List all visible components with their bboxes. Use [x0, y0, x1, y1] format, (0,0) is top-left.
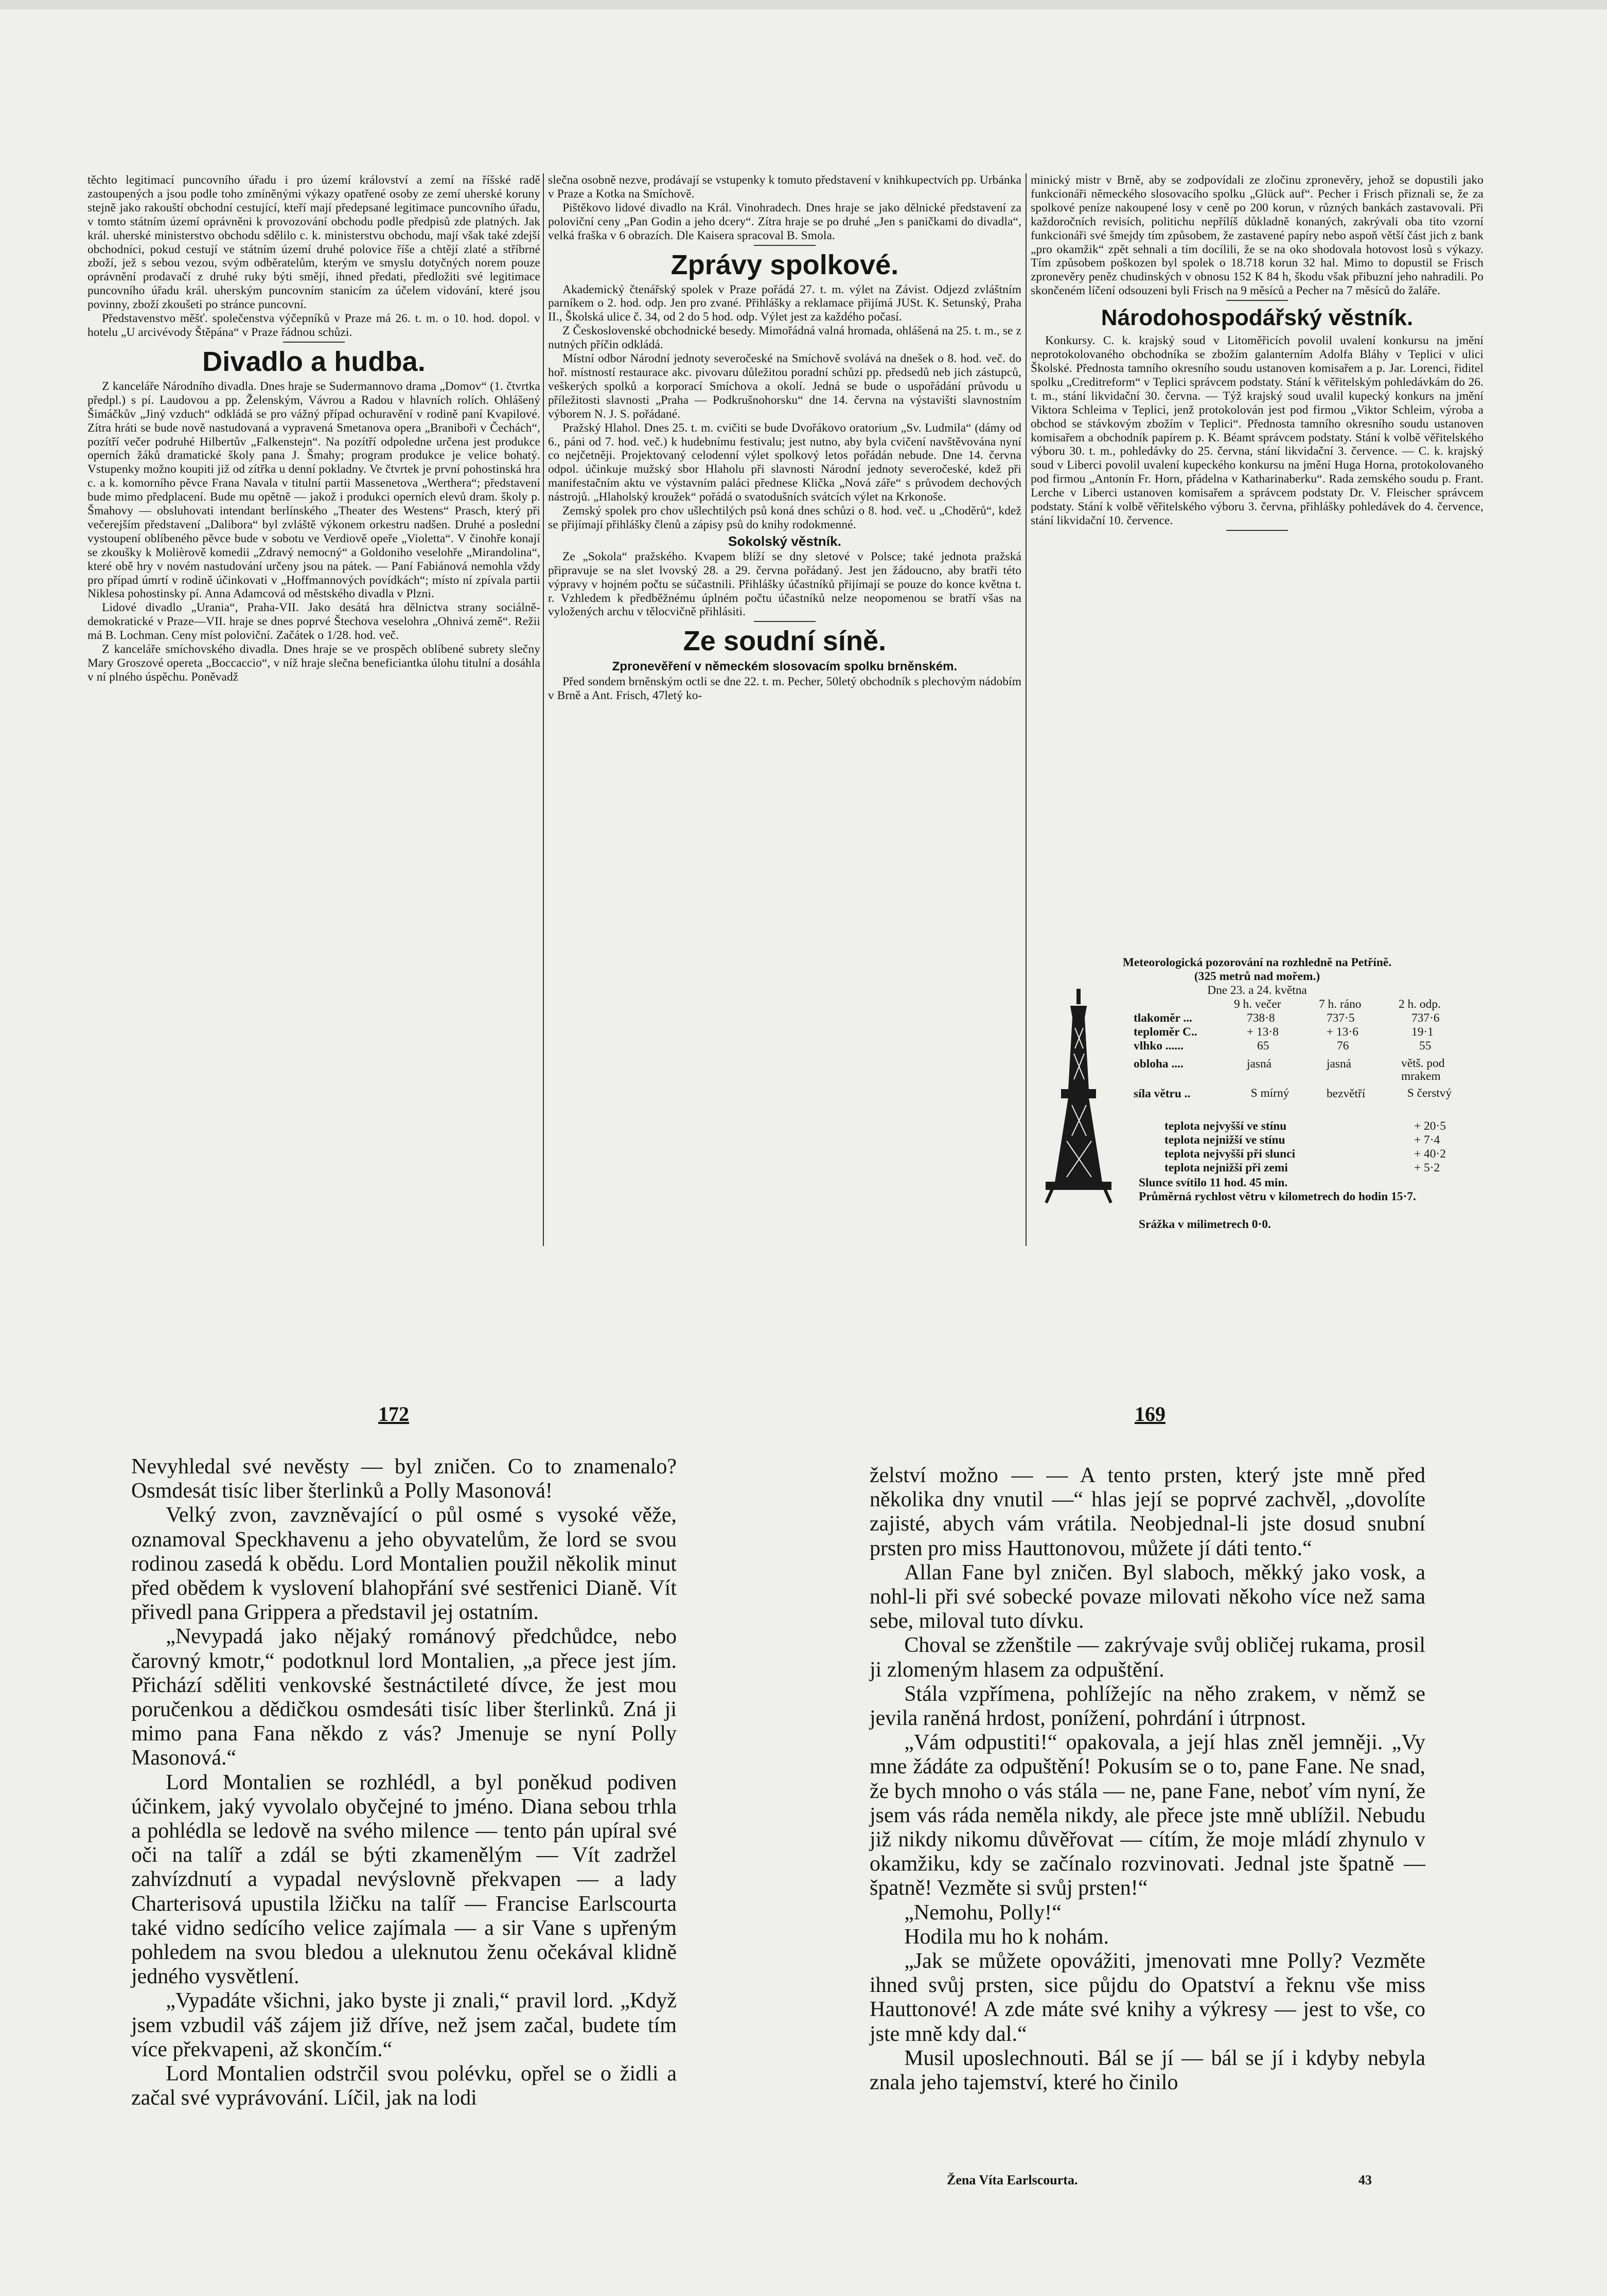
news-column-left — [87, 173, 540, 684]
meteo-head-1: 9 h. večer — [1234, 998, 1281, 1011]
story-paragraph: Lord Montalien se rozhlédl, a byl poněkud podiven účinkem, jaký vyvolalo obyčejné to jméno. Diana sebou trhla a pohlédla se ledově na svého milence — tento pán upíral své oči na talíř a zdál se býti zkamenělým — Vít zadržel zahvízdnutí a vypadal nevýslovně překvapen — a lady Charterisová upustila lžičku na talíř — Francise Earlscourta také vidno sedícího velice zajímala — a sir Vane s upřeným pohledem na svou bledou a uleknutou ženu očekával klidně jedného vysvětlení. — [131, 1770, 677, 1989]
article-konkursy: Konkursy. C. k. krajský soud v Litoměřicích povolil uvalení konkursu na jmění neprotokolovaného obchodníka se zbožím galanterním Adolfa Bláhy v Teplici v ulici Školské. Přednosta tamního okresního soudu ustanoven komisařem a p. Jar. Lorenci, řiditel spolku „Creditreform“ v Teplici správcem podstaty. Stání k věřitelským pohledávkám do 26. t. m., stání likvidační 30. června. — Týž krajský soud uvalil kupecký konkurs na jmění Viktora Schleima v Teplici, jenž protokolován jest pod firmou „Viktor Schleim, výroba a obchod se stávkovým zbožím v Teplici“. Přednosta tamního okresního soudu ustanoven komisařem a obchodník papírem p. K. Béamt správcem podstaty. Stání k volbě věřitelského výboru 30. t. m., pohledávky do 25. června, stání likvidační 3. července. — C. k. krajský soud v Liberci povolil uvalení kupeckého konkursu na jmění Huga Horna, protokolovaného pod firmou „Antonín Fr. Horn, přádelna v Katharinaberku“. Rada zemského soudu p. Frant. Lerche v Liberci ustanoven komisařem a správcem podstaty Dr. V. Fleischer správcem podstaty. Stání k volbě věřitelského výboru 3. června, přihlášky pohledávek do 4. července, stání likvidační 10. července. — [1031, 334, 1484, 527]
meteo-label: teplota nejvyšší ve stínu — [1164, 1119, 1287, 1133]
meteo-value: 738·8 — [1247, 1011, 1275, 1025]
article-punc: těchto legitimací puncovního úřadu i pro území království a zemí na říšské radě zastoupených a jsou podle toho zmíněnými výkazy opatřené osoby ze zemí uherské koruny stejně jako rakouští obchodní cestující, kteří mají předepsané legitimace puncovního úřadu, v tomto státním území oprávněni k provozování obchodu podle předpisů zde platných. Jak král. uherské ministerstvo obchodu sdělilo c. k. ministerstvu obchodu, mají však také zdejší obchodníci, pokud cestují ve státním území druhé polovice říše a chtějí zlaté a stříbrné zboží, jež s sebou vezou, svým odběratelům, kterým ve smyslu dotyčných norem pouze oprávnění prodavačí z druhé ruky býti smějí, ihned předati, předložiti své legitimace puncovního úřadu král. uherským puncovním stanicím za účelem vidování, které jsou povinny, zboží zkoušeti po stránce puncovní. — [87, 173, 540, 312]
article-urania: Lidové divadlo „Urania“, Praha-VII. Jako desátá hra dělnictva strany sociálně-demokratické v Praze—VII. hraje se dnes poprvé Štechova veselohra „Ohnivá země“. Režii má B. Lochman. Ceny míst poloviční. Začátek o 1/28. hod. več. — [87, 601, 540, 643]
meteo-label: teplota nejvyšší při slunci — [1164, 1147, 1296, 1161]
divider — [754, 621, 816, 622]
meteo-label: teploměr C.. — [1134, 1025, 1197, 1039]
meteo-block — [1031, 956, 1484, 1244]
story-paragraph: Nevyhledal své nevěsty — byl zničen. Co to znamenalo? Osmdesát tisíc liber šterlinků a Polly Masonová! — [131, 1455, 677, 1503]
meteo-row — [1031, 1011, 1478, 1025]
meteo-value: + 5·2 — [1414, 1161, 1440, 1174]
article-hlahol: Pražský Hlahol. Dnes 25. t. m. cvičiti se bude Dvořákovo oratorium „Sv. Ludmila“ (dámy od 6., páni od 7. hod. več.) k hudebnímu festivalu; jest nutno, aby byla cvičení navštěvována nyní co nejčetněji. Projektovaný celodenní výlet spolkový letos pořádán nebude. Dne 14. června odpol. účinkuje mužský sbor Hlaholu při slavnosti Národní jednoty severočeské, kdež při manifestačním aktu ve výstavním paláci přednese Klička „Nová záře“ s průvodem dechových nástrojů. „Hlaholský kroužek“ pořádá o svatodušních svátcích výlet na Krkonoše. — [548, 421, 1021, 504]
story-paragraph: „Nevypadá jako nějaký románový předchůdce, nebo čarovný kmotr,“ podotknul lord Montalien, „a přece jest jím. Přichází sděliti venkovské šestnáctileté dívce, že jest mou poručenkou a dědičkou osmdesáti tisíc liber šterlinků. Zná ji mimo pana Fana někdo z vás? Jmenuje se nyní Polly Masonová.“ — [131, 1625, 677, 1770]
meteo-sun: Slunce svítilo 11 hod. 45 min. — [1139, 1176, 1288, 1189]
meteo-row — [1031, 1039, 1478, 1053]
story-footer-title: Žena Víta Earlscourta. — [947, 2173, 1078, 2187]
story-paragraph: „Nemohu, Polly!“ — [904, 1900, 1062, 1925]
meteo-value: + 20·5 — [1414, 1119, 1446, 1133]
meteo-label: teplota nejnižší při zemi — [1164, 1161, 1288, 1174]
meteo-subtitle: (325 metrů nad mořem.) — [1194, 970, 1320, 983]
meteo-row — [1031, 1147, 1478, 1161]
article-vycepnici: Představenstvo měšť. společenstva výčepníků v Praze má 26. t. m. o 10. hod. dopol. v hotelu „U arcivévody Štěpána“ v Praze řádnou schůzi. — [87, 312, 540, 339]
meteo-value: 65 — [1257, 1039, 1269, 1053]
heading-sokol: Sokolský věstník. — [728, 533, 841, 549]
meteo-value: + 13·6 — [1327, 1025, 1358, 1039]
meteo-row — [1031, 1161, 1478, 1175]
article-urbanek: slečna osobně nezve, prodávají se vstupenky k tomuto představení v knihkupectvích pp. Urbánka v Praze a Kotka na Smíchově. — [548, 173, 1021, 201]
meteo-value: jasná — [1247, 1057, 1272, 1071]
column-divider — [1026, 173, 1027, 1246]
meteo-value: + 7·4 — [1414, 1133, 1440, 1147]
heading-soud: Ze soudní síně. — [683, 626, 887, 657]
article-sokol: Ze „Sokola“ pražského. Kvapem blíží se dny sletové v Polsce; také jednota pražská připravuje se na slet lvovský 28. a 29. června pořádaný. Jest jen žádoucno, aby bratři této výpravy v hojném počtu se súčastnili. Přihlášky účastníků přijímají se pouze do konce května t. r. Vzhledem k předběžnému úplném počtu účastníků nelze neopomenou se bratří všas na vyložených archu v tělocvičně přihlásiti. — [548, 549, 1021, 619]
meteo-row — [1031, 1087, 1478, 1101]
article-smichov: Z kanceláře smíchovského divadla. Dnes hraje se ve prospěch oblíbené subrety slečny Mary Groszové opereta „Boccaccio“, v níž hraje slečna beneficiantka úlohu titulní a dosáhla v ní plného úspěchu. Poněvadž — [87, 643, 540, 684]
meteo-value: jasná — [1327, 1057, 1352, 1071]
story-footer-number: 43 — [1358, 2173, 1372, 2187]
meteo-label: obloha .... — [1134, 1057, 1184, 1071]
heading-zpravy: Zprávy spolkové. — [670, 249, 899, 280]
article-beseda: Z Československé obchodnické besedy. Mimořádná valná hromada, ohlášená na 25. t. m., se z nutných příčin odkládá. — [548, 324, 1021, 352]
meteo-title: Meteorologická pozorování na rozhledně na Petříně. — [1122, 956, 1392, 969]
story-paragraph: Lord Montalien odstrčil svou polévku, opřel se o židli a začal své vyprávování. Líčil, jak na lodi — [131, 2062, 677, 2110]
page-number-right: 169 — [1135, 1402, 1165, 1426]
meteo-value: 19·1 — [1411, 1025, 1434, 1039]
meteo-value: + 13·8 — [1247, 1025, 1279, 1039]
story-page-right — [870, 1464, 1425, 2095]
meteo-value: 76 — [1337, 1039, 1349, 1053]
story-paragraph: Stála vzpřímena, pohlížejíc na něho zrakem, v němž se jevila raněná hrdost, ponížení, pohrdání i útrpnost. — [870, 1682, 1425, 1731]
story-paragraph: Velký zvon, zavzněvající o půl osmé s vysoké věže, oznamoval Speckhavenu a jeho obyvatelům, že lord se svou rodinou zasedá k obědu. Lord Montalien použil několik minut před obědem k vyslovení blahopřání své sestřenici Dianě. Vít přivedl pana Grippera a představil jej ostatním. — [131, 1503, 677, 1625]
story-paragraph: „Vypadáte všichni, jako byste ji znali,“ pravil lord. „Když jsem vzbudil váš zájem již dříve, než jsem začal, budete tím více překvapeni, až skončím.“ — [131, 1989, 677, 2061]
meteo-label: vlhko ...... — [1134, 1039, 1184, 1053]
meteo-value: větš. pod mrakem — [1401, 1057, 1445, 1083]
meteo-label: tlakoměr ... — [1134, 1011, 1192, 1025]
story-paragraph: Choval se zženštile — zakrývaje svůj obličej rukama, prosil ji zlomeným hlasem za odpuštění. — [870, 1633, 1425, 1682]
meteo-row — [1031, 1057, 1478, 1083]
column-divider — [543, 173, 544, 1246]
article-akademicky: Akademický čtenářský spolek v Praze pořádá 27. t. m. výlet na Závist. Odjezd zvláštním parníkem o 2. hod. odp. Jen pro zvané. Přihlášky a reklamace přijímá JUSt. K. Setunský, Praha II., Školská ulice č. 34, od 2 do 5 hod. odp. Výlet jest za každého počasí. — [548, 282, 1021, 324]
meteo-row — [1031, 1119, 1478, 1133]
meteo-value: bezvětří — [1327, 1087, 1366, 1100]
story-paragraph: „Jak se můžete opovážiti, jmenovati mne Polly? Vezměte ihned svůj prsten, sice půjdu do Opatství a řeknu vše miss Hauttonové! A zde máte své knihy a výkresy — jest to vše, co jste mně kdy dal.“ — [870, 1949, 1425, 2046]
article-soud-cont: minický mistr v Brně, aby se zodpovídali ze zločinu zpronevěry, jehož se dopustili jako funkcionáři německého slosovacího spolku „Glück auf“. Pecher i Frisch přiznali se, že za spolkové peníze nakoupené losy v ceně po 200 korun, v různých bankách zastavovali. Při každoročních revisích, politichu nepřílíš důkladně konaných, zakrývali oba tito vzorní funkcionáři své šmejdy tím způsobem, že zastavené papíry nebo aspoň větší část jich z bank „pro okamžik“ zpět sehnali a tím docílili, že se na oko shodovala hotovost losů s výkazy. Tím způsobem poškozen byl spolek o 18.718 korun 32 hal. Mimo to dopustil se Frisch zpronevěry peněz chudinských v obnosu 152 K 84 h, škodu však přibuzní jeho nahradili. Po skončeném líčení odsouzeni byli Frisch na 9 měsíců a Pecher na 7 měsíců do žaláře. — [1031, 173, 1484, 298]
page-top-edge — [0, 0, 1607, 9]
meteo-label: teplota nejnižší ve stínu — [1164, 1133, 1285, 1147]
subheading-soud: Zpronevěření v německém slosovacím spolku brněnském. — [612, 660, 958, 674]
divider — [1226, 530, 1288, 531]
meteo-rain: Srážka v milimetrech 0·0. — [1139, 1218, 1271, 1231]
divider — [283, 342, 345, 343]
meteo-wind: Průměrná rychlost větru v kilometrech do hodin 15·7. — [1139, 1190, 1416, 1203]
news-column-middle — [548, 173, 1021, 703]
meteo-date: Dne 23. a 24. května — [1207, 984, 1307, 997]
meteo-value: S čerstvý — [1407, 1087, 1452, 1100]
article-psi: Zemský spolek pro chov ušlechtilých psů koná dnes schůzi o 8. hod. več. u „Choděrů“, kdež se přijímají přihlášky členů a zápisy psů do knihy rodokmenné. — [548, 504, 1021, 531]
meteo-head-3: 2 h. odp. — [1399, 998, 1441, 1011]
news-column-right — [1031, 173, 1484, 533]
divider — [1226, 300, 1288, 301]
story-paragraph: Musil uposlechnouti. Bál se jí — bál se jí i kdyby nebyla znala jeho tajemství, které ho činilo — [870, 2046, 1425, 2095]
meteo-row — [1031, 1025, 1478, 1039]
story-paragraph: Allan Fane byl zničen. Byl slaboch, měkký jako vosk, a nohl-li při své sobecké povaze milovati někoho více než sama sebe, miloval tuto dívku. — [870, 1560, 1425, 1633]
meteo-row — [1031, 1133, 1478, 1147]
heading-divadlo: Divadlo a hudba. — [202, 346, 426, 377]
article-narodni-divadlo: Z kanceláře Národního divadla. Dnes hraje se Sudermannovo drama „Domov“ (1. čtvrtka předpl.) s pí. Laudovou a pp. Želenským, Vávrou a Radou v hlavních rolích. Ohlášený Šimáčkův „Jiný vzduch“ odkládá se pro vážný případ ochuravění v rodině paní Kvapilové. Zítra hráti se bude nově nastudovaná a vypravená Smetanova opera „Braniboři v Čechách“, pozítří večer podruhé Hilbertův „Falkenstejn“. Na pozítří odpoledne určena jest produkce operních žáků dramatické školy pana J. Šmahy; program produkce je velice bohatý. Vstupenky možno koupiti již od zítřka u denní pokladny. Ve čtvrtek je první pohostinská hra c. a k. komorního pěvce Frana Navala v titulní partii Massenetova „Werthera“; představení bude mimo předplacení. Bude mu opětně — jakož i produkci operních elevů dram. školy p. Šmahovy — obsluhovati intendant berlínského „Theater des Westens“ Prasch, který při večerejším představení „Dalibora“ byl zvláště výkonem orkestru nadšen. Druhé a poslední vystoupení oblíbeného pěvce bude v sobotu ve Verdiově opeře „Violetta“. V činohře konají se zkoušky k Molièrově komedii „Zdravý nemocný“ a Goldoniho veselohře „Mirandolina“, které obě hry v novém nastudování určeny jsou na pátek. — Paní Fabiánová nemohla vždy pro případ úmrtí v rodině účinkovati v „Hoffmannových povídkách“; místo ní zpívala partii Niklesa pohostinsky pí. Anna Adamcová od městského divadla v Plzni. — [87, 379, 540, 601]
meteo-value: S mírný — [1250, 1087, 1290, 1100]
heading-narodohospodarsky: Národohospodářský věstník. — [1101, 305, 1414, 331]
article-jednota: Místní odbor Národní jednoty severočeské na Smíchově svolává na dnešek o 8. hod. več. do hoř. místností restaurace akc. pivovaru důležitou poradní schůzi pp. předsedů neb jich zástupců, veškerých spolků a korporací Smíchova a okolí. Jedná se bude o uspořádání průvodu u příležitosti slavnosti „Praha — Podkrušnohorsku“ dne 14. června na výstavišti slavnostním výborem N. J. S. pořádané. — [548, 352, 1021, 421]
article-pistek: Pištěkovo lidové divadlo na Král. Vinohradech. Dnes hraje se jako dělnické představení za poloviční ceny „Pan Godin a jeho dcery“. Zítra hraje se po druhé „Jen s paničkami do divadla“, velká fraška v 6 obrazích. Dle Kaisera spracoval B. Smola. — [548, 201, 1021, 242]
story-paragraph: Hodila mu ho k nohám. — [904, 1925, 1109, 1949]
story-paragraph: želství možno — — A tento prsten, který jste mně před několika dny vnutil —“ hlas její se poprvé zachvěl, „dovolíte zajisté, abych vám vrátila. Neobjednal-li jste dosud snubní prsten pro miss Hauttonovou, můžete jí dáti tento.“ — [870, 1464, 1425, 1560]
page-number-left: 172 — [378, 1402, 409, 1426]
story-page-left — [131, 1455, 677, 2110]
meteo-value: 737·6 — [1411, 1011, 1440, 1025]
article-soud: Před sondem brněnským octli se dne 22. t. m. Pecher, 50letý obchodník s plechovým nádobím v Brně a Ant. Frisch, 47letý ko- — [548, 675, 1021, 703]
meteo-value: 737·5 — [1327, 1011, 1355, 1025]
story-paragraph: „Vám odpustiti!“ opakovala, a její hlas zněl jemněji. „Vy mne žádáte za odpuštění! Pokusím se o to, pane Fane. Ne snad, že bych mnoho o vás stála — ne, pane Fane, neboť vím nyní, že jsem vás ráda neměla nikdy, ale přece jste mně ublížil. Nebudu již nikdy nikomu důvěřovat — cítím, že moje mládí zhynulo v okamžiku, kdy se začínalo rozvinovati. Jednal jste špatně — špatně! Vezměte si svůj prsten!“ — [870, 1731, 1425, 1900]
meteo-value: 55 — [1419, 1039, 1432, 1053]
meteo-head-2: 7 h. ráno — [1319, 998, 1362, 1011]
divider — [754, 245, 816, 246]
meteo-value: + 40·2 — [1414, 1147, 1446, 1161]
meteo-label: síla větru .. — [1134, 1087, 1191, 1100]
